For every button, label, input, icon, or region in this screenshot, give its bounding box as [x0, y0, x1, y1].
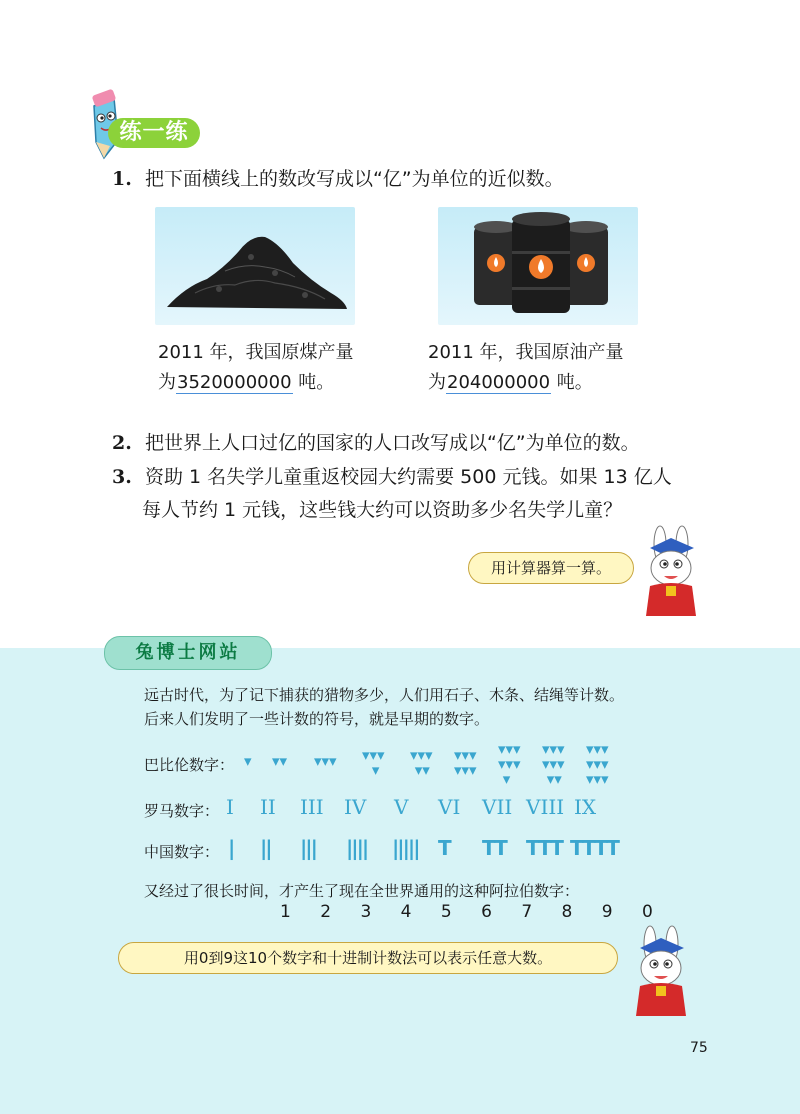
roman-4: IV [344, 795, 367, 819]
roman-1: I [226, 795, 234, 819]
question-text-line2: 每人节约 1 元钱，这些钱大约可以资助多少名失学儿童？ [142, 499, 623, 521]
chinese-8: TTT [526, 836, 562, 860]
practice-badge: 练一练 [108, 118, 200, 148]
roman-label: 罗马数字： [144, 802, 220, 820]
babylon-1: ▾ [244, 752, 252, 770]
website-intro [144, 683, 624, 731]
coal-prefix: 为 [158, 372, 176, 393]
chinese-4: |||| [346, 836, 368, 860]
page-number: 75 [690, 1040, 708, 1056]
intro-line-2: 后来人们发明了一些计数的符号，就是早期的数字。 [144, 710, 490, 728]
arabic-intro: 又经过了很长时间，才产生了现在全世界通用的这种阿拉伯数字： [144, 882, 580, 900]
rabbit-doctor-icon-2 [626, 922, 696, 1022]
calculator-hint-bubble: 用计算器算一算。 [468, 552, 634, 584]
babylon-7: ▾▾▾ ▾▾▾ ▾ [498, 740, 521, 788]
question-text: 把下面横线上的数改写成以“亿”为单位的近似数。 [144, 168, 564, 190]
question-1 [112, 164, 564, 191]
chinese-3: ||| [300, 836, 316, 860]
roman-8: VIII [526, 795, 565, 819]
coal-value: 3520000000 [177, 372, 292, 393]
babylon-numerals [244, 742, 624, 792]
question-text: 把世界上人口过亿的国家的人口改写成以“亿”为单位的数。 [144, 432, 640, 454]
question-2 [112, 428, 640, 455]
chinese-6: T [438, 836, 450, 860]
babylon-3: ▾▾▾ [314, 752, 337, 770]
question-number: 3. [112, 466, 132, 488]
chinese-7: TT [482, 836, 506, 860]
babylon-8: ▾▾▾ ▾▾▾ ▾▾ [542, 740, 565, 788]
oil-prefix: 为 [428, 372, 446, 393]
roman-9: IX [574, 795, 597, 819]
babylon-9: ▾▾▾ ▾▾▾ ▾▾▾ [586, 740, 609, 788]
oil-barrels-image [438, 207, 638, 325]
oil-value: 204000000 [447, 372, 551, 393]
coal-suffix: 吨。 [292, 372, 335, 393]
babylon-6: ▾▾▾ ▾▾▾ [454, 746, 477, 779]
roman-6: VI [438, 795, 461, 819]
decimal-hint-bubble: 用0到9这10个数字和十进制计数法可以表示任意大数。 [118, 942, 618, 974]
roman-7: VII [482, 795, 513, 819]
chinese-5: ||||| [392, 836, 419, 860]
question-number: 1. [112, 168, 132, 190]
website-title: 兔博士网站 [104, 636, 272, 670]
chinese-1: | [228, 836, 234, 860]
babylon-4: ▾▾▾ ▾ [362, 746, 385, 779]
oil-suffix: 吨。 [551, 372, 593, 393]
roman-5: V [394, 795, 409, 819]
roman-2: II [260, 795, 276, 819]
babylon-5: ▾▾▾ ▾▾ [410, 746, 433, 779]
chinese-2: || [260, 836, 271, 860]
question-number: 2. [112, 432, 132, 454]
rabbit-doctor-icon [636, 522, 706, 622]
babylon-label: 巴比伦数字： [144, 756, 235, 774]
coal-caption [158, 338, 354, 398]
question-3 [112, 461, 672, 526]
oil-caption-line1: 2011 年，我国原油产量 [428, 342, 624, 363]
arabic-numerals: 1 2 3 4 5 6 7 8 9 0 [280, 902, 665, 922]
oil-caption [428, 338, 624, 398]
intro-line-1: 远古时代，为了记下捕获的猎物多少，人们用石子、木条、结绳等计数。 [144, 686, 625, 704]
chinese-label: 中国数字： [144, 843, 220, 861]
roman-3: III [300, 795, 324, 819]
coal-caption-line1: 2011 年，我国原煤产量 [158, 342, 354, 363]
question-text-line1: 资助 1 名失学儿童重返校园大约需要 500 元钱。如果 13 亿人 [144, 466, 672, 488]
chinese-9: TTTT [570, 836, 618, 860]
babylon-2: ▾▾ [272, 752, 288, 770]
coal-pile-image [155, 207, 355, 325]
